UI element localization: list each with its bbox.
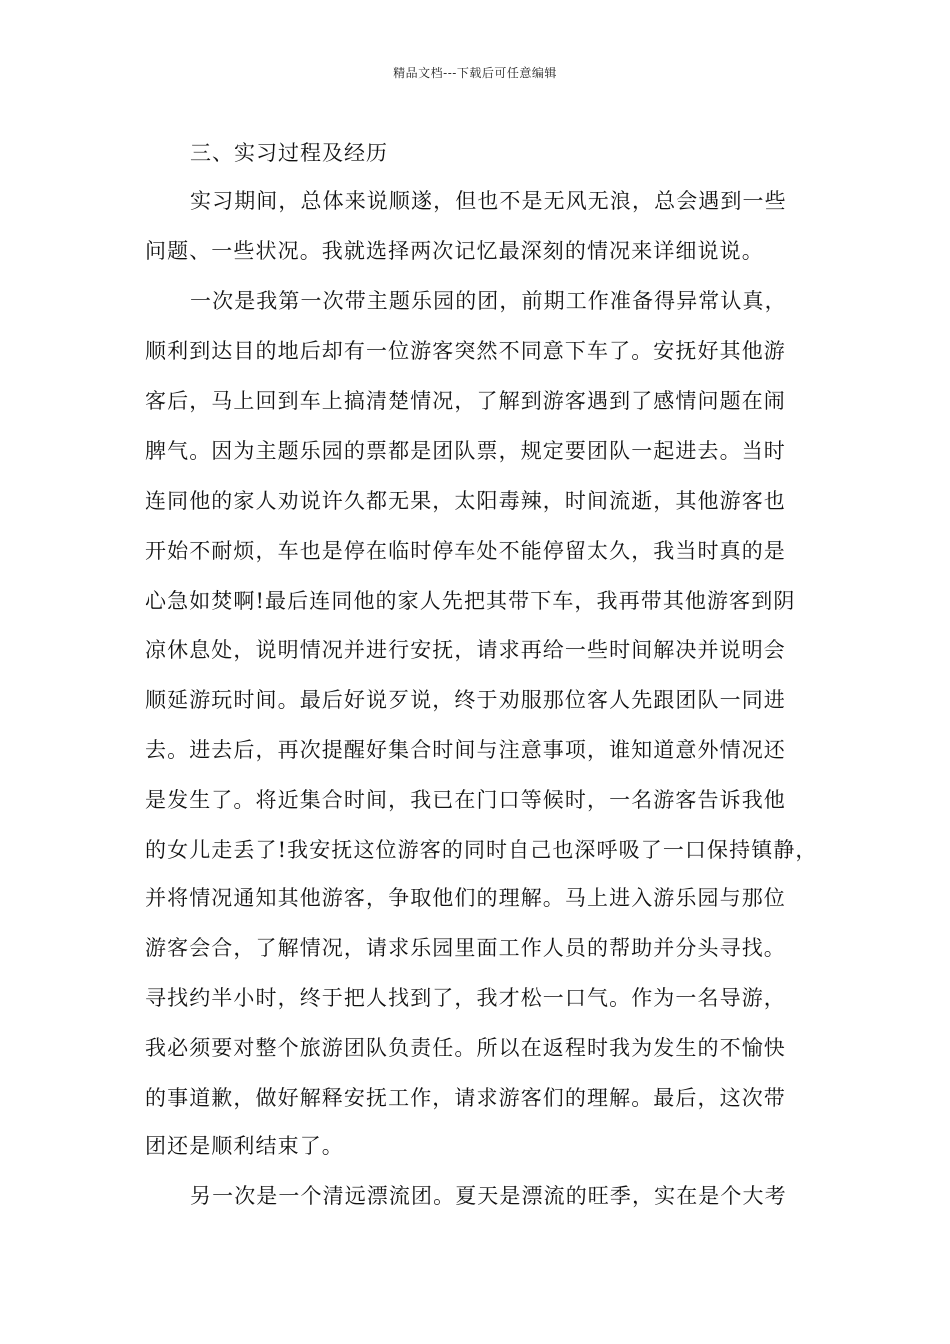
paragraph-line: 实习期间，总体来说顺遂，但也不是无风无浪，总会遇到一些	[190, 189, 787, 213]
paragraph-line: 是发生了。将近集合时间，我已在门口等候时，一名游客告诉我他	[145, 788, 786, 812]
paragraph-line: 一次是我第一次带主题乐园的团，前期工作准备得异常认真，	[190, 289, 787, 313]
paragraph-line: 连同他的家人劝说许久都无果，太阳毒辣，时间流逝，其他游客也	[145, 489, 786, 513]
paragraph-line: 团还是顺利结束了。	[145, 1134, 344, 1158]
paragraph-line: 问题、一些状况。我就选择两次记忆最深刻的情况来详细说说。	[145, 239, 764, 263]
paragraph-line: 游客会合，了解情况，请求乐园里面工作人员的帮助并分头寻找。	[145, 936, 786, 960]
paragraph-line: 的事道歉，做好解释安抚工作，请求游客们的理解。最后，这次带	[145, 1086, 786, 1110]
paragraph-line: 心急如焚啊!最后连同他的家人先把其带下车，我再带其他游客到阴	[145, 589, 796, 613]
paragraph-line: 顺延游玩时间。最后好说歹说，终于劝服那位客人先跟团队一同进	[145, 688, 786, 712]
paragraph-line: 我必须要对整个旅游团队负责任。所以在返程时我为发生的不愉快	[145, 1036, 786, 1060]
paragraph-line: 并将情况通知其他游客，争取他们的理解。马上进入游乐园与那位	[145, 886, 786, 910]
paragraph-line: 的女儿走丢了!我安抚这位游客的同时自己也深呼吸了一口保持镇静，	[145, 838, 818, 862]
paragraph-line: 开始不耐烦，车也是停在临时停车处不能停留太久，我当时真的是	[145, 539, 786, 563]
paragraph-line: 脾气。因为主题乐园的票都是团队票，规定要团队一起进去。当时	[145, 439, 786, 463]
paragraph-line: 另一次是一个清远漂流团。夏天是漂流的旺季，实在是个大考	[190, 1184, 787, 1208]
page-header: 精品文档---下载后可任意编辑	[393, 66, 557, 80]
paragraph-line: 顺利到达目的地后却有一位游客突然不同意下车了。安抚好其他游	[145, 339, 786, 363]
paragraph-line: 凉休息处，说明情况并进行安抚，请求再给一些时间解决并说明会	[145, 638, 786, 662]
paragraph-line: 去。进去后，再次提醒好集合时间与注意事项，谁知道意外情况还	[145, 738, 786, 762]
paragraph-line: 寻找约半小时，终于把人找到了，我才松一口气。作为一名导游，	[145, 986, 786, 1010]
section-title: 三、实习过程及经历	[190, 141, 388, 165]
paragraph-line: 客后，马上回到车上搞清楚情况，了解到游客遇到了感情问题在闹	[145, 389, 786, 413]
